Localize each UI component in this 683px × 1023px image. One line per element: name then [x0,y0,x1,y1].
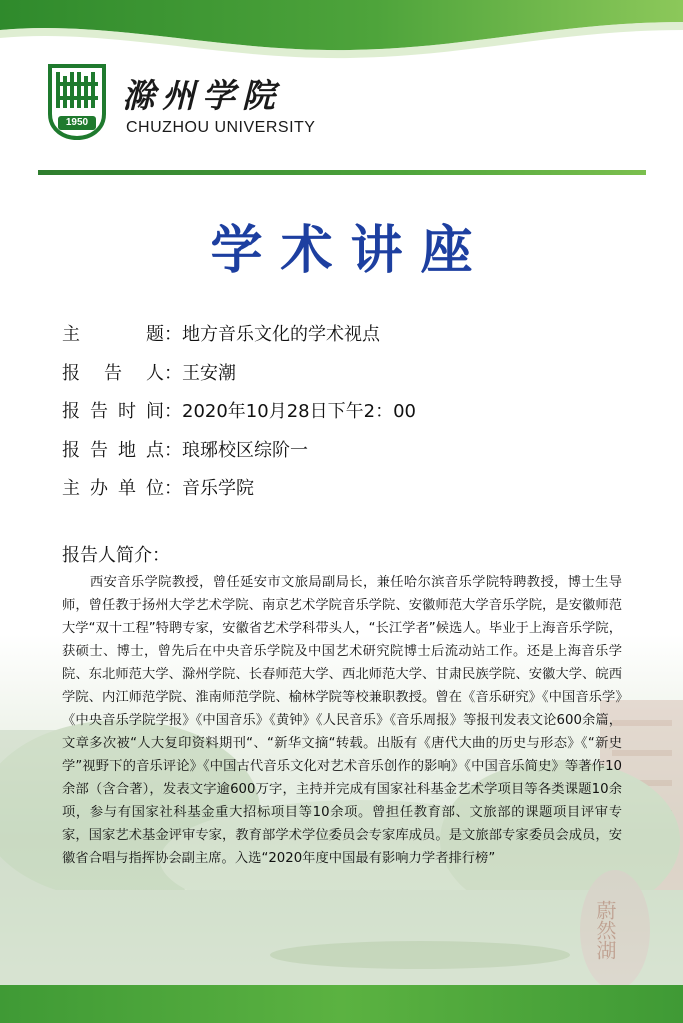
school-name-en: CHUZHOU UNIVERSITY [126,119,316,136]
info-row-organizer [62,470,416,509]
info-label: 报告时间 [62,401,164,422]
info-sep: ： [164,439,182,461]
university-emblem-icon [46,62,108,140]
info-label: 主 题 [62,324,164,345]
school-name-cn: 滁州学院 [122,76,282,115]
info-value: 琅琊校区综阶一 [182,439,308,461]
stone-inscription: 蔚然湖 [593,900,617,960]
info-sep: ： [164,401,182,422]
bottom-green-bar [0,985,683,1023]
header-divider [38,170,646,175]
info-row-time [62,393,416,432]
logo-year: 1950 [65,117,89,128]
info-value: 音乐学院 [182,478,254,499]
info-sep: ： [164,324,182,345]
info-label: 报 告 人 [62,362,164,384]
info-value: 2020年10月28日下午2：00 [182,401,416,422]
bio-heading: 报告人简介： [62,545,170,566]
info-row-location [62,432,416,471]
university-logo [46,62,108,140]
info-row-speaker [62,355,416,394]
info-label: 报告地点 [62,439,164,461]
lecture-info [62,316,416,509]
info-row-topic [62,316,416,355]
info-value: 王安潮 [182,362,236,384]
poster-title: 学术讲座 [210,221,491,281]
speaker-bio: 西安音乐学院教授，曾任延安市文旅局副局长，兼任哈尔滨音乐学院特聘教授，博士生导师，曾任教于扬州大学艺术学院、南京艺术学院音乐学院、安徽师范大学音乐学院，是安徽师范大学“双十工程”特聘专家，安徽省艺术学科带头人，“长江学者”候选人。毕业于上海音乐学院，获硕士、博士，曾先后在中央音乐学院及中国艺术研究院博士后流动站工作。还是上海音乐学院、东北师范大学、滁州学院、长春师范大学、西北师范大学、甘肃民族学院、安徽大学、皖西学院、内江师范学院、淮南师范学院、榆林学院等校兼职教授。曾在《音乐研究》《中国音乐学》《中央音乐学院学报》《中国音乐》《黄钟》《人民音乐》《音乐周报》等报刊发表文论600余篇，文章多次被“人大复印资料期刊“、“新华文摘“转载。出版有《唐代大曲的历史与形态》《“新史学”视野下的音乐评论》《中国古代音乐文化对艺术音乐创作的影响》《中国音乐简史》等著作10余部（含合著），发表文字逾600万字，主持并完成有国家社科基金艺术学项目等各类课题10余项，参与有国家社科基金重大招标项目等10余项。曾担任教育部、文旅部的课题项目评审专家，国家艺术基金评审专家，教育部学术学位委员会专家库成员。是文旅部专家委员会成员，安徽省合唱与指挥协会副主席。入选“2020年度中国最有影响力学者排行榜” [62,575,622,866]
info-sep: ： [164,478,182,499]
info-value: 地方音乐文化的学术视点 [182,324,380,345]
info-sep: ： [164,362,182,384]
info-label: 主办单位 [62,478,164,499]
